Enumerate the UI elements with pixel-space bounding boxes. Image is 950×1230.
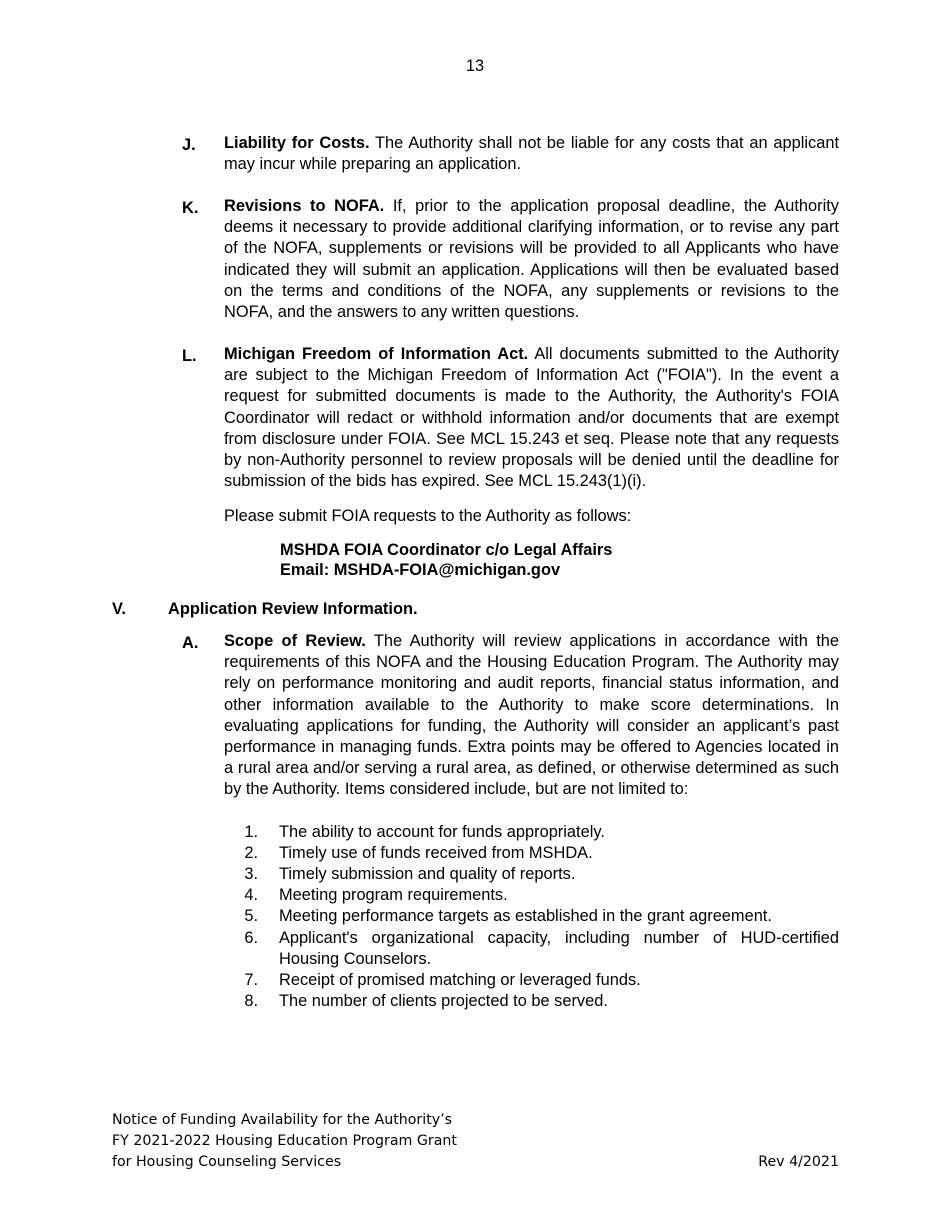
section-a-text: The Authority will review applications in accordance with the requirements of this NOFA and the Housing Education Program. The Authority may rely on performance monitoring and audit reports, financial status information, and other information available to the Authority to make score determinations. In evaluating applications for funding, the Authority will consider an applicant’s past performance in managing funds. Extra points may be offered to Agencies located in a rural area and/or serving a rural area, as defined, or otherwise determined as such by the Authority. Items considered include, but are not limited to: bbox=[224, 632, 840, 799]
page-number: 13 bbox=[465, 57, 485, 75]
criteria-number: 8. bbox=[244, 992, 258, 1010]
section-j-lead: Liability for Costs. bbox=[224, 134, 370, 152]
criteria-number: 6. bbox=[244, 929, 258, 947]
foia-instruction: Please submit FOIA requests to the Authority as follows: bbox=[224, 507, 632, 525]
footer-line-2: FY 2021-2022 Housing Education Program Grant bbox=[112, 1133, 457, 1149]
criteria-number: 1. bbox=[244, 823, 258, 841]
criteria-number: 2. bbox=[244, 844, 258, 862]
section-k-lead: Revisions to NOFA. bbox=[224, 197, 385, 215]
section-v-marker: V. bbox=[112, 600, 126, 618]
footer-line-1: Notice of Funding Availability for the Authority’s bbox=[112, 1112, 453, 1128]
section-a-marker: A. bbox=[182, 634, 199, 652]
criteria-number: 5. bbox=[244, 907, 258, 925]
section-k-text: If, prior to the application proposal deadline, the Authority deems it necessary to provide additional clarifying information, or to revise any part of the NOFA, supplements or revisions will be provided to all Applicants who have indicated they will submit an application. Applications will then be evaluated based on the terms and conditions of the NOFA, any supplements or revisions to the NOFA, and the answers to any written questions. bbox=[224, 197, 839, 322]
section-j-marker: J. bbox=[182, 136, 196, 154]
criteria-item: The ability to account for funds appropriately. bbox=[279, 823, 605, 841]
criteria-item: Receipt of promised matching or leveraged funds. bbox=[279, 971, 641, 989]
section-l-lead: Michigan Freedom of Information Act. bbox=[224, 345, 529, 363]
criteria-item: Meeting program requirements. bbox=[279, 886, 508, 904]
criteria-number: 4. bbox=[244, 886, 258, 904]
section-l-marker: L. bbox=[182, 347, 197, 365]
footer-line-3: for Housing Counseling Services bbox=[112, 1154, 342, 1170]
section-a-paragraph bbox=[224, 631, 839, 801]
section-k-paragraph bbox=[224, 196, 839, 323]
section-a-lead: Scope of Review. bbox=[224, 632, 366, 650]
criteria-item: Timely use of funds received from MSHDA. bbox=[279, 844, 593, 862]
section-j-text: The Authority shall not be liable for any costs that an applicant may incur while preparing an application. bbox=[224, 134, 840, 174]
criteria-item: Meeting performance targets as established in the grant agreement. bbox=[279, 907, 772, 925]
foia-contact-line-1: MSHDA FOIA Coordinator c/o Legal Affairs bbox=[280, 541, 613, 559]
criteria-number: 7. bbox=[244, 971, 258, 989]
footer-revision: Rev 4/2021 bbox=[758, 1154, 839, 1170]
criteria-item: Timely submission and quality of reports. bbox=[279, 865, 576, 883]
section-l-paragraph bbox=[224, 344, 839, 492]
foia-contact-email: Email: MSHDA-FOIA@michigan.gov bbox=[280, 561, 561, 579]
section-k-marker: K. bbox=[182, 199, 199, 217]
criteria-item: The number of clients projected to be served. bbox=[279, 992, 608, 1010]
criteria-item: Applicant's organizational capacity, including number of HUD-certified Housing Counselors. bbox=[279, 929, 839, 969]
criteria-number: 3. bbox=[244, 865, 258, 883]
section-v-title: Application Review Information. bbox=[168, 600, 418, 618]
section-j-paragraph bbox=[224, 133, 839, 175]
section-l-text: All documents submitted to the Authority are subject to the Michigan Freedom of Information Act ("FOIA"). In the event a request for submitted documents is made to the Authority, the Authority's FOIA Coordinator will redact or withhold information and/or documents that are exempt from disclosure under FOIA. See MCL 15.243 et seq. Please note that any requests by non-Authority personnel to review proposals will be denied until the deadline for submission of the bids has expired. See MCL 15.243(1)(i). bbox=[224, 345, 839, 491]
